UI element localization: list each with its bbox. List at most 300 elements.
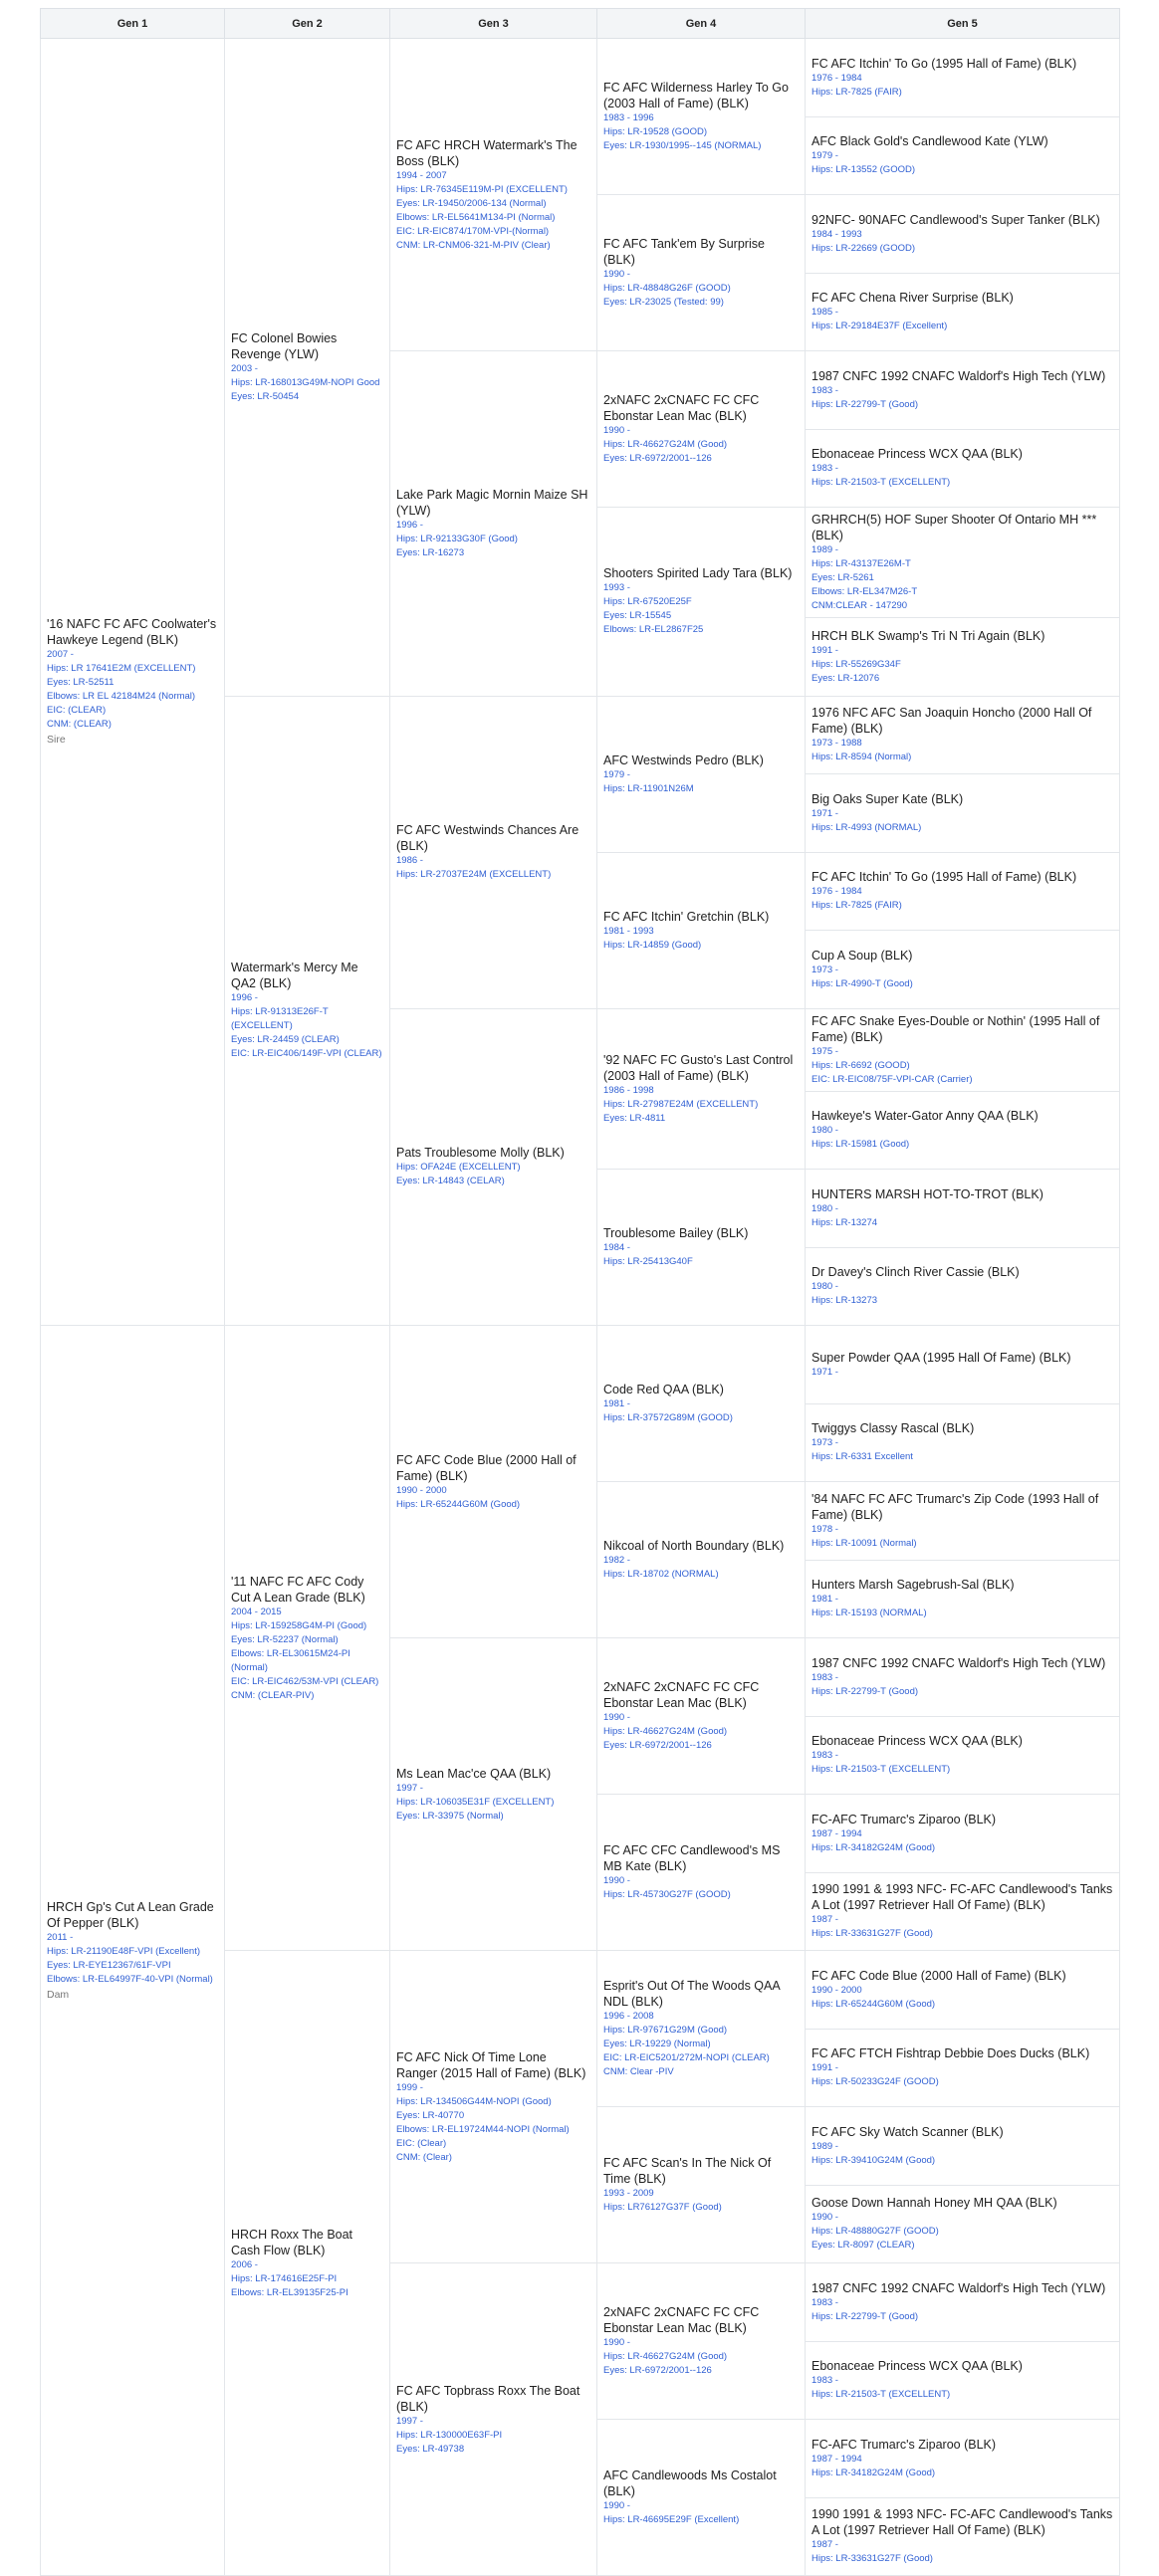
dog-detail: 1975 - bbox=[811, 1045, 838, 1057]
dog-detail: Hips: LR 17641E2M (EXCELLENT) bbox=[47, 663, 196, 674]
dog-detail: Eyes: LR-16273 bbox=[396, 546, 465, 558]
dog-detail: Hips: LR-21503-T (EXCELLENT) bbox=[811, 477, 951, 489]
dog-name[interactable]: 1987 CNFC 1992 CNAFC Waldorf's High Tech (YLW) bbox=[811, 1655, 1106, 1670]
dog-detail: Eyes: LR-5261 bbox=[811, 572, 874, 583]
dog-detail: 1983 - 1996 bbox=[603, 112, 654, 123]
dog-detail: Hips: LR-27987E24M (EXCELLENT) bbox=[603, 1098, 759, 1110]
dog-detail: 1980 - bbox=[811, 1281, 838, 1293]
dog-detail: Hips: LR-45730G27F (GOOD) bbox=[603, 1889, 731, 1900]
dog-detail: CNM: (CLEAR-PIV) bbox=[231, 1689, 315, 1701]
pedigree-row bbox=[41, 39, 1120, 117]
dog-cell-gen4[interactable] bbox=[597, 351, 806, 508]
dog-detail: 1986 - bbox=[396, 855, 423, 866]
dog-detail: Hips: LR-48848G26F (GOOD) bbox=[603, 283, 731, 294]
dog-name[interactable]: HRCH Gp's Cut A Lean Grade Of Pepper (BLK) bbox=[47, 1899, 214, 1930]
dog-detail: 1990 - bbox=[603, 2337, 630, 2348]
dog-name[interactable]: FC AFC Snake Eyes-Double or Nothin' (1995 Hall of Fame) (BLK) bbox=[811, 1013, 1100, 1044]
dog-detail: 1989 - bbox=[811, 544, 838, 555]
dog-cell-gen2[interactable] bbox=[225, 1326, 390, 1951]
dog-detail: 1983 - bbox=[811, 1750, 838, 1762]
dog-detail: 1980 - bbox=[811, 1125, 838, 1137]
dog-cell-gen5[interactable] bbox=[806, 774, 1120, 853]
dog-detail: 2011 - bbox=[47, 1931, 74, 1943]
dog-cell-gen3[interactable] bbox=[390, 696, 597, 1008]
dog-cell-gen5[interactable] bbox=[806, 696, 1120, 774]
dog-detail: 1990 - bbox=[603, 1712, 630, 1723]
dog-cell-gen2[interactable] bbox=[225, 696, 390, 1326]
dog-detail: Eyes: LR-14843 (CELAR) bbox=[396, 1176, 505, 1187]
dog-detail: Hips: LR-13273 bbox=[811, 1295, 878, 1307]
dog-name[interactable]: Nikcoal of North Boundary (BLK) bbox=[603, 1539, 785, 1553]
dog-detail: Hips: LR-15193 (NORMAL) bbox=[811, 1608, 927, 1619]
dog-cell-gen5[interactable] bbox=[806, 273, 1120, 351]
dog-name[interactable]: Watermark's Mercy Me QA2 (BLK) bbox=[231, 961, 358, 991]
dog-cell-gen4[interactable] bbox=[597, 39, 806, 195]
dog-detail: Hips: LR-91313E26F-T (EXCELLENT) bbox=[231, 1006, 329, 1032]
dog-detail: EIC: LR-EIC08/75F-VPI-CAR (Carrier) bbox=[811, 1073, 973, 1085]
dog-name[interactable]: FC AFC Wilderness Harley To Go (2003 Hall of Fame) (BLK) bbox=[603, 81, 789, 110]
dog-detail: Hips: LR-48880G27F (GOOD) bbox=[811, 2226, 939, 2238]
dog-cell-gen5[interactable] bbox=[806, 1482, 1120, 1561]
dog-detail: 1996 - bbox=[231, 992, 258, 1004]
dog-detail: 1976 - 1984 bbox=[811, 72, 862, 84]
dog-detail: Eyes: LR-4811 bbox=[603, 1112, 666, 1124]
dog-detail: Hips: LR-22799-T (Good) bbox=[811, 1685, 919, 1697]
dog-cell-gen4[interactable] bbox=[597, 2107, 806, 2263]
dog-cell-gen5[interactable] bbox=[806, 116, 1120, 195]
dog-detail: 1982 - bbox=[603, 1555, 630, 1566]
column-header-gen3: Gen 3 bbox=[390, 9, 597, 39]
dog-name[interactable]: FC AFC Sky Watch Scanner (BLK) bbox=[811, 2124, 1004, 2139]
dog-name[interactable]: AFC Candlewoods Ms Costalot (BLK) bbox=[603, 2469, 777, 2498]
dog-cell-gen3[interactable] bbox=[390, 1326, 597, 1638]
dog-detail: 1984 - 1993 bbox=[811, 228, 862, 240]
dog-cell-gen5[interactable] bbox=[806, 1091, 1120, 1170]
dog-name[interactable]: Hunters Marsh Sagebrush-Sal (BLK) bbox=[811, 1578, 1015, 1593]
dog-cell-gen5[interactable] bbox=[806, 1716, 1120, 1795]
dog-cell-gen5[interactable] bbox=[806, 429, 1120, 508]
dog-name[interactable]: Esprit's Out Of The Woods QAA NDL (BLK) bbox=[603, 1979, 780, 2009]
dog-name[interactable]: '11 NAFC FC AFC Cody Cut A Lean Grade (BLK) bbox=[231, 1574, 365, 1605]
dog-detail: EIC: LR-EIC5201/272M-NOPI (CLEAR) bbox=[603, 2052, 770, 2063]
dog-detail: Eyes: LR-6972/2001--126 bbox=[603, 453, 712, 464]
dog-detail: 1987 - 1994 bbox=[811, 2453, 862, 2465]
pedigree-table bbox=[40, 8, 1120, 2576]
dog-cell-gen5[interactable] bbox=[806, 2341, 1120, 2420]
dog-name[interactable]: FC AFC Scan's In The Nick Of Time (BLK) bbox=[603, 2156, 772, 2186]
dog-name[interactable]: AFC Westwinds Pedro (BLK) bbox=[603, 752, 764, 767]
dog-cell-gen5[interactable] bbox=[806, 508, 1120, 618]
dog-name[interactable]: FC AFC Chena River Surprise (BLK) bbox=[811, 291, 1014, 306]
dog-detail: 1991 - bbox=[811, 2062, 838, 2074]
dog-detail: 1983 - bbox=[811, 463, 838, 475]
dog-detail: 1983 - bbox=[811, 384, 838, 396]
dog-detail: 1996 - 2008 bbox=[603, 2011, 654, 2022]
dog-detail: 1991 - bbox=[811, 644, 838, 656]
dog-detail: EIC: LR-EIC406/149F-VPI (CLEAR) bbox=[231, 1048, 382, 1060]
header-row bbox=[41, 9, 1120, 39]
dog-detail: Hips: LR-22799-T (Good) bbox=[811, 398, 919, 410]
dog-detail: Hips: LR-10091 (Normal) bbox=[811, 1537, 917, 1549]
dog-cell-gen4[interactable] bbox=[597, 1482, 806, 1638]
dog-detail: 1978 - bbox=[811, 1523, 838, 1535]
dog-name[interactable]: FC-AFC Trumarc's Ziparoo (BLK) bbox=[811, 1812, 997, 1826]
dog-name[interactable]: HRCH Roxx The Boat Cash Flow (BLK) bbox=[231, 2227, 353, 2257]
dog-detail: Eyes: LR-6972/2001--126 bbox=[603, 2365, 712, 2376]
dog-detail: CNM: LR-CNM06-321-M-PIV (Clear) bbox=[396, 239, 551, 251]
dog-detail: Hips: LR-27037E24M (EXCELLENT) bbox=[396, 869, 552, 880]
dog-name[interactable]: Dr Davey's Clinch River Cassie (BLK) bbox=[811, 1265, 1020, 1280]
dog-detail: Hips: LR-14859 (Good) bbox=[603, 939, 702, 951]
dog-cell-gen4[interactable] bbox=[597, 1008, 806, 1170]
dog-detail: 1980 - bbox=[811, 1202, 838, 1214]
dog-detail: Elbows: LR-EL5641M134-PI (Normal) bbox=[396, 211, 556, 223]
dog-detail: Hips: LR-29184E37F (Excellent) bbox=[811, 321, 948, 332]
dog-name[interactable]: Shooters Spirited Lady Tara (BLK) bbox=[603, 566, 793, 581]
dog-detail: Hips: LR-46627G24M (Good) bbox=[603, 1726, 728, 1737]
dog-detail: CNM: (Clear) bbox=[396, 2151, 452, 2163]
dog-name[interactable]: '84 NAFC FC AFC Trumarc's Zip Code (1993 Hall of Fame) (BLK) bbox=[811, 1491, 1099, 1522]
dog-detail: Elbows: LR-EL2867F25 bbox=[603, 624, 704, 636]
dog-detail: Eyes: LR-19229 (Normal) bbox=[603, 2039, 711, 2049]
dog-cell-gen3[interactable] bbox=[390, 1951, 597, 2263]
dog-detail: Hips: LR-67520E25F bbox=[603, 596, 692, 608]
dog-detail: 1983 - bbox=[811, 2296, 838, 2308]
dog-detail: Hips: LR-15981 (Good) bbox=[811, 1139, 910, 1151]
dog-detail: Hips: LR-130000E63F-PI bbox=[396, 2429, 503, 2441]
parent-role-label: Dam bbox=[47, 1988, 70, 2001]
dog-cell-gen5[interactable] bbox=[806, 2497, 1120, 2576]
dog-cell-gen5[interactable] bbox=[806, 2185, 1120, 2263]
dog-detail: 1987 - 1994 bbox=[811, 1827, 862, 1839]
dog-cell-gen4[interactable] bbox=[597, 1326, 806, 1482]
dog-detail: CNM: (CLEAR) bbox=[47, 719, 112, 730]
dog-detail: 1990 - bbox=[603, 269, 630, 280]
dog-detail: 1973 - 1988 bbox=[811, 738, 862, 750]
dog-cell-gen5[interactable] bbox=[806, 2107, 1120, 2186]
dog-detail: EIC: (Clear) bbox=[396, 2137, 447, 2149]
dog-detail: Hips: LR-174616E25F-PI bbox=[231, 2272, 338, 2284]
dog-detail: Eyes: LR-15545 bbox=[603, 610, 672, 622]
dog-detail: EIC: LR-EIC874/170M-VPI-(Normal) bbox=[396, 225, 550, 237]
dog-cell-gen5[interactable] bbox=[806, 1247, 1120, 1326]
dog-detail: 1973 - bbox=[811, 964, 838, 975]
dog-name[interactable]: FC AFC Topbrass Roxx The Boat (BLK) bbox=[396, 2383, 580, 2414]
dog-name[interactable]: 2xNAFC 2xCNAFC FC CFC Ebonstar Lean Mac (BLK) bbox=[603, 393, 760, 423]
dog-name[interactable]: Code Red QAA (BLK) bbox=[603, 1383, 724, 1396]
dog-cell-gen4[interactable] bbox=[597, 696, 806, 852]
dog-detail: CNM:CLEAR - 147290 bbox=[811, 600, 908, 611]
dog-detail: Eyes: LR-40770 bbox=[396, 2109, 465, 2121]
dog-detail: Hips: LR-46627G24M (Good) bbox=[603, 439, 728, 450]
dog-name[interactable]: FC AFC Westwinds Chances Are (BLK) bbox=[396, 823, 580, 853]
dog-detail: 1990 - 2000 bbox=[811, 1984, 862, 1996]
dog-cell-gen5[interactable] bbox=[806, 931, 1120, 1009]
dog-cell-gen5[interactable] bbox=[806, 1872, 1120, 1951]
dog-detail: EIC: (CLEAR) bbox=[47, 705, 107, 716]
dog-detail: Hips: LR-168013G49M-NOPI Good bbox=[231, 376, 380, 388]
dog-detail: 1985 - bbox=[811, 307, 838, 319]
dog-name[interactable]: Cup A Soup (BLK) bbox=[811, 948, 913, 963]
pedigree-body bbox=[41, 39, 1120, 2576]
dog-cell-gen3[interactable] bbox=[390, 351, 597, 697]
dog-cell-gen3[interactable] bbox=[390, 39, 597, 351]
dog-cell-gen5[interactable] bbox=[806, 39, 1120, 117]
dog-name[interactable]: Ebonaceae Princess WCX QAA (BLK) bbox=[811, 1734, 1023, 1749]
dog-cell-gen5[interactable] bbox=[806, 2263, 1120, 2342]
dog-cell-gen4[interactable] bbox=[597, 508, 806, 697]
dog-detail: Hips: LR-65244G60M (Good) bbox=[811, 1998, 936, 2010]
dog-cell-gen1[interactable] bbox=[41, 1326, 225, 2576]
dog-detail: Elbows: LR EL 42184M24 (Normal) bbox=[47, 691, 196, 702]
dog-name[interactable]: Twiggys Classy Rascal (BLK) bbox=[811, 1421, 975, 1436]
parent-role-label: Sire bbox=[47, 734, 66, 746]
dog-detail: 2003 - bbox=[231, 362, 258, 374]
dog-detail: Hips: LR-22669 (GOOD) bbox=[811, 242, 916, 254]
dog-detail: Eyes: LR-49738 bbox=[396, 2443, 465, 2455]
dog-detail: Hips: LR-21503-T (EXCELLENT) bbox=[811, 1764, 951, 1776]
dog-detail: Hips: LR-19528 (GOOD) bbox=[603, 126, 708, 137]
dog-detail: 1987 - bbox=[811, 1914, 838, 1926]
dog-detail: Hips: LR-33631G27F (Good) bbox=[811, 1928, 933, 1940]
dog-detail: Hips: LR-6331 Excellent bbox=[811, 1451, 913, 1463]
dog-detail: 1971 - bbox=[811, 807, 838, 819]
dog-detail: 1997 - bbox=[396, 2415, 423, 2427]
dog-name[interactable]: 1990 1991 & 1993 NFC- FC-AFC Candlewood's Tanks A Lot (1997 Retriever Hall Of Fame) (BLK) bbox=[811, 2507, 1113, 2538]
dog-name[interactable]: Goose Down Hannah Honey MH QAA (BLK) bbox=[811, 2196, 1057, 2211]
dog-detail: Hips: LR-159258G4M-PI (Good) bbox=[231, 1619, 367, 1631]
dog-detail: Eyes: LR-EYE12367/61F-VPI bbox=[47, 1959, 171, 1971]
dog-name[interactable]: '16 NAFC FC AFC Coolwater's Hawkeye Legend (BLK) bbox=[47, 617, 217, 647]
dog-detail: 1986 - 1998 bbox=[603, 1084, 654, 1096]
dog-name[interactable]: Ebonaceae Princess WCX QAA (BLK) bbox=[811, 447, 1023, 462]
dog-detail: Elbows: LR-EL19724M44-NOPI (Normal) bbox=[396, 2123, 570, 2135]
dog-detail: Hips: LR-97671G29M (Good) bbox=[603, 2025, 728, 2036]
dog-detail: 1979 - bbox=[603, 768, 630, 780]
dog-detail: 1990 - bbox=[603, 2500, 630, 2511]
pedigree-row bbox=[41, 1326, 1120, 1404]
dog-name[interactable]: FC AFC HRCH Watermark's The Boss (BLK) bbox=[396, 137, 578, 168]
dog-name[interactable]: 1987 CNFC 1992 CNAFC Waldorf's High Tech (YLW) bbox=[811, 368, 1106, 383]
dog-detail: Hips: LR-4990-T (Good) bbox=[811, 977, 913, 989]
dog-detail: Eyes: LR-8097 (CLEAR) bbox=[811, 2240, 915, 2252]
dog-name[interactable]: FC-AFC Trumarc's Ziparoo (BLK) bbox=[811, 2437, 997, 2452]
dog-detail: Hips: LR76127G37F (Good) bbox=[603, 2202, 722, 2213]
dog-name[interactable]: Hawkeye's Water-Gator Anny QAA (BLK) bbox=[811, 1109, 1039, 1124]
dog-name[interactable]: Big Oaks Super Kate (BLK) bbox=[811, 791, 964, 806]
dog-detail: Hips: LR-6692 (GOOD) bbox=[811, 1059, 910, 1071]
dog-detail: Eyes: LR-19450/2006-134 (Normal) bbox=[396, 197, 547, 209]
dog-detail: Hips: LR-55269G34F bbox=[811, 658, 901, 670]
dog-detail: 1983 - bbox=[811, 1671, 838, 1683]
dog-cell-gen2[interactable] bbox=[225, 39, 390, 697]
dog-detail: 1993 - 2009 bbox=[603, 2188, 654, 2199]
dog-name[interactable]: FC AFC CFC Candlewood's MS MB Kate (BLK) bbox=[603, 1843, 781, 1873]
dog-cell-gen5[interactable] bbox=[806, 852, 1120, 931]
dog-detail: Eyes: LR-50454 bbox=[231, 390, 300, 402]
dog-detail: 1983 - bbox=[811, 2375, 838, 2387]
dog-detail: Hips: LR-46627G24M (Good) bbox=[603, 2351, 728, 2362]
dog-detail: Hips: LR-22799-T (Good) bbox=[811, 2310, 919, 2322]
dog-detail: Hips: LR-13274 bbox=[811, 1216, 878, 1228]
dog-name[interactable]: FC Colonel Bowies Revenge (YLW) bbox=[231, 330, 338, 361]
dog-detail: Hips: LR-21190E48F-VPI (Excellent) bbox=[47, 1945, 200, 1957]
dog-detail: Hips: OFA24E (EXCELLENT) bbox=[396, 1162, 521, 1174]
dog-detail: Hips: LR-13552 (GOOD) bbox=[811, 164, 916, 176]
dog-detail: Hips: LR-43137E26M-T bbox=[811, 558, 911, 569]
dog-name[interactable]: HUNTERS MARSH HOT-TO-TROT (BLK) bbox=[811, 1186, 1043, 1201]
dog-cell-gen5[interactable] bbox=[806, 1560, 1120, 1638]
dog-name[interactable]: FC AFC Tank'em By Surprise (BLK) bbox=[603, 237, 765, 267]
dog-detail: 2004 - 2015 bbox=[231, 1606, 282, 1617]
dog-detail: Hips: LR-34182G24M (Good) bbox=[811, 2467, 936, 2478]
dog-detail: 1976 - 1984 bbox=[811, 886, 862, 898]
dog-cell-gen5[interactable] bbox=[806, 195, 1120, 274]
dog-detail: 1989 - bbox=[811, 2140, 838, 2152]
dog-name[interactable]: Troublesome Bailey (BLK) bbox=[603, 1226, 749, 1240]
dog-detail: Hips: LR-34182G24M (Good) bbox=[811, 1841, 936, 1853]
dog-cell-gen4[interactable] bbox=[597, 1795, 806, 1951]
dog-cell-gen4[interactable] bbox=[597, 1170, 806, 1326]
dog-name[interactable]: FC AFC Nick Of Time Lone Ranger (2015 Hall of Fame) (BLK) bbox=[396, 2049, 586, 2080]
dog-cell-gen5[interactable] bbox=[806, 618, 1120, 697]
dog-name[interactable]: Pats Troublesome Molly (BLK) bbox=[396, 1146, 565, 1161]
dog-name[interactable]: '92 NAFC FC Gusto's Last Control (2003 Hall of Fame) (BLK) bbox=[603, 1052, 794, 1083]
dog-detail: 1971 - bbox=[811, 1366, 838, 1378]
dog-cell-gen4[interactable] bbox=[597, 2263, 806, 2420]
dog-cell-gen3[interactable] bbox=[390, 2263, 597, 2576]
dog-cell-gen5[interactable] bbox=[806, 2420, 1120, 2498]
dog-name[interactable]: Ebonaceae Princess WCX QAA (BLK) bbox=[811, 2359, 1023, 2374]
dog-name[interactable]: 1990 1991 & 1993 NFC- FC-AFC Candlewood's Tanks A Lot (1997 Retriever Hall Of Fame) (BLK) bbox=[811, 1882, 1113, 1913]
dog-name[interactable]: FC AFC Code Blue (2000 Hall of Fame) (BLK) bbox=[396, 1452, 577, 1483]
dog-detail: Hips: LR-7825 (FAIR) bbox=[811, 86, 902, 98]
dog-detail: EIC: LR-EIC462/53M-VPI (CLEAR) bbox=[231, 1675, 379, 1687]
dog-name[interactable]: 2xNAFC 2xCNAFC FC CFC Ebonstar Lean Mac (BLK) bbox=[603, 1680, 760, 1710]
dog-detail: Elbows: LR-EL64997F-40-VPI (Normal) bbox=[47, 1973, 213, 1985]
dog-name[interactable]: 1987 CNFC 1992 CNAFC Waldorf's High Tech (YLW) bbox=[811, 2280, 1106, 2295]
dog-name[interactable]: FC AFC Itchin' Gretchin (BLK) bbox=[603, 909, 770, 924]
dog-cell-gen2[interactable] bbox=[225, 1951, 390, 2576]
dog-name[interactable]: 92NFC- 90NAFC Candlewood's Super Tanker (BLK) bbox=[811, 212, 1100, 227]
dog-detail: Eyes: LR-6972/2001--126 bbox=[603, 1740, 712, 1751]
dog-detail: 1984 - bbox=[603, 1242, 630, 1253]
dog-cell-gen5[interactable] bbox=[806, 1951, 1120, 2030]
dog-detail: Hips: LR-134506G44M-NOPI (Good) bbox=[396, 2095, 552, 2107]
dog-detail: Eyes: LR-52511 bbox=[47, 677, 115, 688]
dog-name[interactable]: 1976 NFC AFC San Joaquin Honcho (2000 Hall Of Fame) (BLK) bbox=[811, 706, 1092, 737]
dog-detail: Hips: LR-76345E119M-PI (EXCELLENT) bbox=[396, 183, 568, 195]
dog-cell-gen4[interactable] bbox=[597, 2420, 806, 2576]
dog-detail: Hips: LR-50233G24F (GOOD) bbox=[811, 2076, 939, 2088]
dog-detail: 1981 - bbox=[603, 1398, 630, 1409]
dog-name[interactable]: FC AFC Itchin' To Go (1995 Hall of Fame) (BLK) bbox=[811, 870, 1077, 885]
dog-detail: Hips: LR-37572G89M (GOOD) bbox=[603, 1412, 733, 1423]
dog-name[interactable]: FC AFC Itchin' To Go (1995 Hall of Fame) (BLK) bbox=[811, 56, 1077, 71]
dog-detail: Hips: LR-18702 (NORMAL) bbox=[603, 1569, 719, 1580]
dog-detail: 1990 - bbox=[603, 1875, 630, 1886]
dog-detail: Hips: LR-106035E31F (EXCELLENT) bbox=[396, 1796, 555, 1808]
dog-name[interactable]: Lake Park Magic Mornin Maize SH (YLW) bbox=[396, 487, 588, 518]
dog-detail: 1990 - 2000 bbox=[396, 1484, 447, 1496]
dog-cell-gen4[interactable] bbox=[597, 195, 806, 351]
dog-name[interactable]: HRCH BLK Swamp's Tri N Tri Again (BLK) bbox=[811, 628, 1045, 643]
dog-cell-gen5[interactable] bbox=[806, 1638, 1120, 1717]
dog-cell-gen4[interactable] bbox=[597, 1638, 806, 1795]
dog-detail: 1993 - bbox=[603, 582, 630, 594]
dog-name[interactable]: Ms Lean Mac'ce QAA (BLK) bbox=[396, 1766, 552, 1781]
dog-detail: Eyes: LR-52237 (Normal) bbox=[231, 1633, 339, 1645]
dog-name[interactable]: FC AFC FTCH Fishtrap Debbie Does Ducks (BLK) bbox=[811, 2046, 1090, 2061]
dog-detail: Hips: LR-8594 (Normal) bbox=[811, 751, 912, 763]
dog-detail: Elbows: LR-EL39135F25-PI bbox=[231, 2286, 348, 2298]
dog-cell-gen5[interactable] bbox=[806, 1326, 1120, 1404]
dog-detail: Hips: LR-33631G27F (Good) bbox=[811, 2553, 933, 2565]
dog-detail: 1981 - bbox=[811, 1594, 838, 1606]
dog-detail: 2006 - bbox=[231, 2258, 258, 2270]
dog-detail: Hips: LR-39410G24M (Good) bbox=[811, 2154, 936, 2166]
dog-name[interactable]: AFC Black Gold's Candlewood Kate (YLW) bbox=[811, 134, 1048, 149]
dog-cell-gen3[interactable] bbox=[390, 1008, 597, 1326]
dog-detail: Hips: LR-21503-T (EXCELLENT) bbox=[811, 2389, 951, 2401]
dog-detail: Elbows: LR-EL30615M24-PI (Normal) bbox=[231, 1647, 350, 1673]
dog-cell-gen5[interactable] bbox=[806, 1403, 1120, 1482]
dog-detail: Eyes: LR-24459 (CLEAR) bbox=[231, 1034, 340, 1046]
dog-detail: 1990 - bbox=[811, 2212, 838, 2224]
dog-cell-gen3[interactable] bbox=[390, 1638, 597, 1951]
dog-detail: Eyes: LR-23025 (Tested: 99) bbox=[603, 297, 724, 308]
dog-detail: Hips: LR-65244G60M (Good) bbox=[396, 1498, 521, 1510]
dog-name[interactable]: FC AFC Code Blue (2000 Hall of Fame) (BLK) bbox=[811, 1968, 1066, 1983]
dog-detail: 1994 - 2007 bbox=[396, 169, 447, 181]
dog-detail: 1979 - bbox=[811, 150, 838, 162]
dog-detail: 1999 - bbox=[396, 2081, 423, 2093]
dog-cell-gen5[interactable] bbox=[806, 1795, 1120, 1873]
dog-detail: 1981 - 1993 bbox=[603, 925, 654, 937]
dog-detail: Eyes: LR-33975 (Normal) bbox=[396, 1810, 504, 1822]
dog-cell-gen5[interactable] bbox=[806, 351, 1120, 430]
dog-name[interactable]: GRHRCH(5) HOF Super Shooter Of Ontario MH *** (BLK) bbox=[811, 513, 1097, 542]
dog-cell-gen5[interactable] bbox=[806, 1008, 1120, 1091]
dog-detail: 1973 - bbox=[811, 1437, 838, 1449]
dog-name[interactable]: 2xNAFC 2xCNAFC FC CFC Ebonstar Lean Mac (BLK) bbox=[603, 2305, 760, 2335]
dog-detail: 1987 - bbox=[811, 2539, 838, 2551]
column-header-gen1: Gen 1 bbox=[41, 9, 225, 39]
dog-detail: Hips: LR-7825 (FAIR) bbox=[811, 900, 902, 912]
dog-cell-gen1[interactable] bbox=[41, 39, 225, 1326]
column-header-gen4: Gen 4 bbox=[597, 9, 806, 39]
dog-detail: 1990 - bbox=[603, 425, 630, 436]
dog-cell-gen4[interactable] bbox=[597, 1951, 806, 2107]
dog-detail: Hips: LR-4993 (NORMAL) bbox=[811, 821, 922, 833]
column-header-gen5: Gen 5 bbox=[806, 9, 1120, 39]
dog-cell-gen4[interactable] bbox=[597, 852, 806, 1008]
dog-detail: CNM: Clear -PIV bbox=[603, 2066, 674, 2077]
dog-cell-gen5[interactable] bbox=[806, 2029, 1120, 2107]
dog-detail: Eyes: LR-1930/1995--145 (NORMAL) bbox=[603, 140, 762, 151]
column-header-gen2: Gen 2 bbox=[225, 9, 390, 39]
dog-detail: Hips: LR-25413G40F bbox=[603, 1256, 693, 1267]
dog-name[interactable]: Super Powder QAA (1995 Hall Of Fame) (BLK) bbox=[811, 1350, 1071, 1365]
dog-detail: Hips: LR-92133G30F (Good) bbox=[396, 533, 518, 544]
dog-detail: Eyes: LR-12076 bbox=[811, 672, 880, 684]
dog-cell-gen5[interactable] bbox=[806, 1170, 1120, 1248]
dog-detail: 1997 - bbox=[396, 1782, 423, 1794]
dog-detail: Elbows: LR-EL347M26-T bbox=[811, 586, 918, 597]
dog-detail: 1996 - bbox=[396, 519, 423, 531]
dog-detail: Hips: LR-11901N26M bbox=[603, 782, 694, 794]
dog-detail: Hips: LR-46695E29F (Excellent) bbox=[603, 2514, 740, 2525]
